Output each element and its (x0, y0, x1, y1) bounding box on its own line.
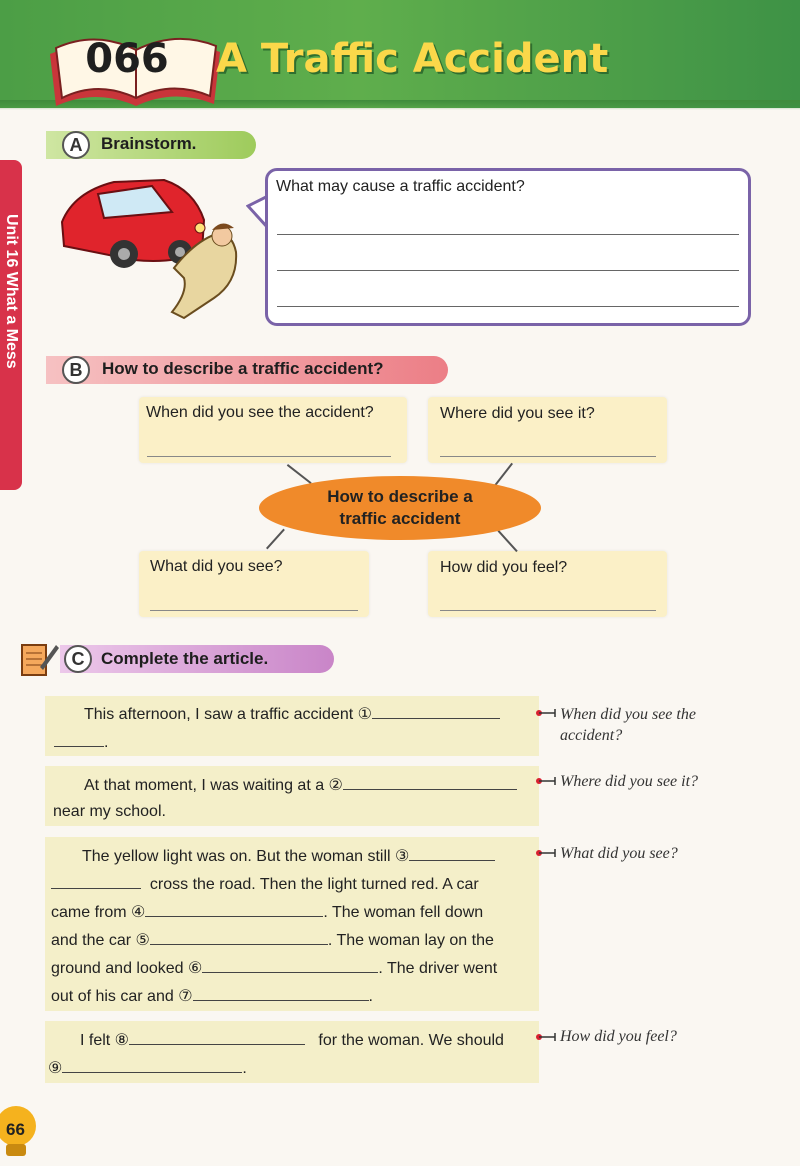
hint-1-pointer-icon (536, 708, 556, 718)
blank-3[interactable] (409, 846, 495, 861)
feel-question: How did you feel? (440, 559, 568, 576)
paragraph-3-text-e2: . The driver went (378, 960, 498, 977)
paragraph-1-end: . (104, 734, 109, 751)
paragraph-3-line-6 (51, 986, 373, 1006)
when-answer-line[interactable] (147, 456, 391, 457)
feel-answer-line[interactable] (440, 610, 656, 611)
hint-3-pointer-icon (536, 848, 556, 858)
connector-top-right (494, 463, 513, 486)
blank-3-continued[interactable] (51, 874, 141, 889)
paragraph-3-text-d1: and the car ⑤ (51, 932, 150, 949)
center-label-line1: How to describe a (327, 487, 473, 506)
hint-4: How did you feel? (560, 1028, 677, 1045)
paragraph-4-line-2 (48, 1058, 247, 1078)
paragraph-1-line-2 (54, 732, 108, 752)
paragraph-3-text-c1: came from ④ (51, 904, 146, 921)
page-title: A Traffic Accident (216, 36, 609, 82)
section-a-title: Brainstorm. (101, 134, 197, 153)
paragraph-3-text-b: cross the road. Then the light turned red. A car (149, 876, 479, 893)
when-question: When did you see the accident? (146, 404, 374, 421)
page-number: 66 (6, 1120, 25, 1139)
paragraph-3-line-5 (51, 958, 497, 978)
answer-line-3[interactable] (277, 306, 739, 307)
paragraph-4-end: . (242, 1060, 247, 1077)
paragraph-3-line-2 (51, 874, 479, 894)
blank-1-continued[interactable] (54, 732, 104, 747)
paragraph-2-text: At that moment, I was waiting at a ② (84, 777, 343, 794)
hint-2: Where did you see it? (560, 773, 699, 790)
blank-9[interactable] (62, 1058, 242, 1073)
connector-top-left (287, 464, 312, 484)
writing-pad-icon (18, 639, 60, 679)
lesson-number: 066 (85, 36, 169, 82)
hint-1 (560, 704, 696, 746)
paragraph-3-line-3 (51, 902, 483, 922)
paragraph-2-line-1 (84, 775, 517, 795)
unit-side-tab-label: Unit 16 What a Mess (3, 214, 20, 369)
center-label-line2: traffic accident (339, 509, 461, 528)
blank-6[interactable] (202, 958, 378, 973)
blank-1[interactable] (372, 704, 500, 719)
blank-7[interactable] (193, 986, 369, 1001)
paragraph-4-line-1 (80, 1030, 504, 1050)
paragraph-1-text: This afternoon, I saw a traffic accident ① (84, 706, 372, 723)
answer-line-1[interactable] (277, 234, 739, 235)
section-c-letter: C (64, 645, 92, 673)
blank-2[interactable] (343, 775, 517, 790)
where-answer-line[interactable] (440, 456, 656, 457)
where-question: Where did you see it? (440, 405, 595, 422)
paragraph-3-text-f1: out of his car and ⑦ (51, 988, 193, 1005)
answer-line-2[interactable] (277, 270, 739, 271)
paragraph-3-text-f2: . (368, 988, 373, 1005)
hint-2-pointer-icon (536, 776, 556, 786)
blank-5[interactable] (150, 930, 328, 945)
section-a-letter: A (62, 131, 90, 159)
hint-1-line-1: When did you see the (560, 706, 696, 723)
brainstorm-question: What may cause a traffic accident? (276, 178, 525, 195)
blank-8[interactable] (129, 1030, 305, 1045)
paragraph-3-line-4 (51, 930, 494, 950)
car-accident-illustration (54, 172, 244, 322)
what-question: What did you see? (150, 558, 283, 575)
connector-bottom-left (266, 529, 285, 550)
paragraph-4-text-b: for the woman. We should (318, 1032, 504, 1049)
blank-4[interactable] (145, 902, 323, 917)
paragraph-1-line-1 (84, 704, 500, 724)
connector-bottom-right (498, 530, 518, 552)
hint-3: What did you see? (560, 845, 678, 862)
mind-map-center (259, 476, 541, 540)
paragraph-3-text-e1: ground and looked ⑥ (51, 960, 203, 977)
paragraph-2-line-2: near my school. (53, 803, 166, 820)
section-b-title: How to describe a traffic accident? (102, 359, 384, 378)
hint-4-pointer-icon (536, 1032, 556, 1042)
what-answer-line[interactable] (150, 610, 358, 611)
section-b-letter: B (62, 356, 90, 384)
paragraph-3-text-a: The yellow light was on. But the woman still ③ (82, 848, 410, 865)
paragraph-3-line-1 (82, 846, 495, 866)
paragraph-4-text-a: I felt ⑧ (80, 1032, 130, 1049)
section-c-title: Complete the article. (101, 649, 269, 668)
hint-1-line-2: accident? (560, 727, 623, 744)
paragraph-3-text-c2: . The woman fell down (323, 904, 484, 921)
paragraph-3-text-d2: . The woman lay on the (327, 932, 494, 949)
paragraph-4-marker-9: ⑨ (48, 1060, 63, 1077)
